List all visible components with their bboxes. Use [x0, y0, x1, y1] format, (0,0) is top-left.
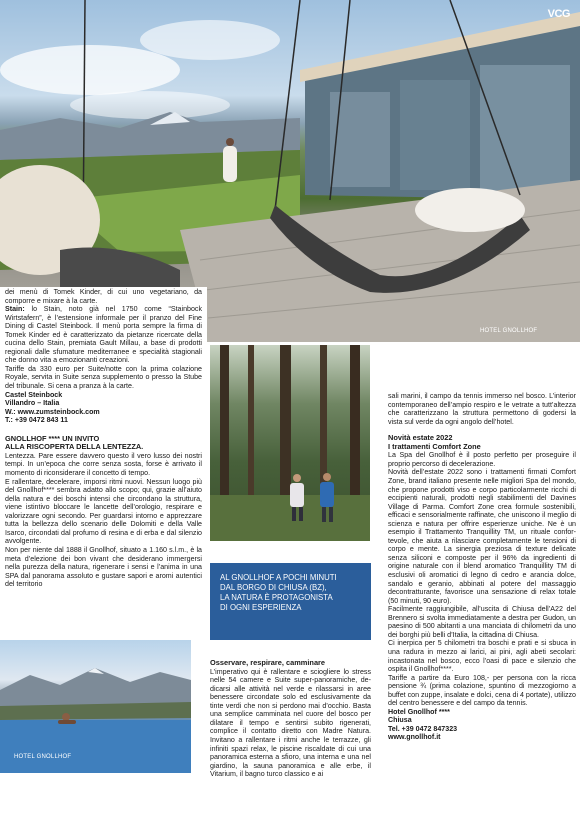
pull-quote-line: DAL BORGO DI CHIUSA (BZ),: [220, 583, 327, 592]
pool-photo: [0, 640, 191, 773]
info-tel: Tel. +39 0472 847323: [388, 724, 458, 733]
pull-quote-box: [210, 563, 371, 640]
forest-photo-illustration: [210, 345, 370, 541]
paragraph: Novità dell’estate 2022 sono i trattamenti firmati Comfort Zone, brand italiano presente nelle migliori Spa del mondo, che propone prodotti viso e corpo particolarmente ricchi di eccipienti naturali, prodotti negli stabilimenti del Davines Village di Parma. Comfort Zone crea formule sostenibili, efficaci e sensorialmente raffinate, che uniscono il meglio di scienza e natura per offrire esperienze uniche. Ne è un esempio il Trattamento Tranquillity TM, un rituale confortevole, che aiuta a rilasciare completamente le tensioni di corpo e mente. La sinergia preziosa di texture delicate senza siliconi e composte per il 96% da ingredienti di origine naturale con il blend aromatico Tranquillity TM di esclusivi oli aromatici di legno di cedro e arancia dolce, sandalo e geranio, abbinati al potere del massaggio decontratturante, favorisce una sensazione di relax totale (50 minuti, 90 euro).: [388, 468, 576, 605]
info-name: Hotel Gnollhof ****: [388, 707, 450, 716]
section-heading: Novità estate 2022: [388, 433, 453, 443]
right-column: [388, 392, 576, 742]
info-web: W.: www.zumsteinbock.com: [5, 407, 100, 416]
section-subheading: I trattamenti Comfort Zone: [388, 441, 481, 451]
section-heading: Osservare, respirare, camminare: [210, 658, 326, 667]
info-tel: T.: +39 0472 843 11: [5, 416, 68, 425]
paragraph: Non per niente dal 1888 il Gnollhof, situato a 1.160 s.l.m., è la meta d’elezione dei bon vivant che desiderano immergersi nella purezza della natura, rigenerare i sensi e l’anima in una SPA dal panorama assoluto e gustare sapori e aromi autentici del territorio: [5, 545, 202, 589]
paragraph: Facilmente raggiungibile, all’uscita di Chiusa dell’A22 del Brennero si svolta immediatamente a destra per Gudon, un paesino di 500 abitanti a una manciata di chilometri da uno dei borghi più belli d’Italia, la cittadina di Chiusa.: [388, 605, 576, 639]
left-column: [5, 288, 202, 589]
info-place: Villandro – Italia: [5, 399, 60, 408]
paragraph: La Spa del Gnollhof è il posto perfetto per proseguire il proprio percorso di decelerazione.: [388, 451, 576, 468]
paragraph: Tariffe da 330 euro per Suite/notte con la prima colazione Royale, servita in Suite senza supplemento o presso la Stube del tribunale. Si cena a pranza à la carte.: [5, 364, 202, 391]
paragraph: E rallentare, decelerare, imporsi ritmi nuovi. Nessun luogo più del Gnollhof**** sembra adatto allo scopo; qui, grazie all’aiuto della natura e dei boschi intensi che circondano la struttura, viene istintivo bloccare le lancette dell’orologio, respirare e valorizzare ogni secondo. Per guardarsi intorno e apprezzare tutta la bellezza dello scenario delle Dolomiti e della Valle Isarco, circondati dal profumo di resina e di erba e dal silenzio avvolgente.: [5, 477, 202, 546]
paragraph: Lentezza. Pare essere davvero questo il vero lusso dei nostri tempi. In un’epoca che corre senza sosta, forse è arrivato il momento di riconsiderare il concetto di tempo.: [5, 451, 202, 478]
paragraph: dei menù di Tomek Kinder, di cui uno vegetariano, da comporre e mixare à la carte.: [5, 288, 202, 305]
info-web: www.gnollhof.it: [388, 733, 441, 742]
middle-column: [210, 659, 371, 779]
paragraph: Ci inerpica per 5 chilometri tra boschi e prati e si sbuca in una radura in mezzo ai larici, ai pini, agli abeti secolari: incastonata nel bosco, ecco l’oasi di pace e silenzio che ospita il Gnollhof****.: [388, 639, 576, 674]
paragraph: sali marini, il campo da tennis immerso nel bosco. L’interior contemporaneo dell’ampio respiro e le vetrate a tutt’altezza che caratterizzano la struttura permettono di godersi la vista sul verde da ogni angolo dell’hotel.: [388, 392, 576, 426]
forest-photo: [210, 345, 370, 541]
info-name: Castel Steinbock: [5, 390, 63, 399]
pull-quote-line: DI OGNI ESPERIENZA: [220, 603, 302, 612]
photo-credit: HOTEL GNOLLHOF: [480, 328, 538, 334]
magazine-logo: VCG: [547, 8, 570, 20]
photo-credit: HOTEL GNOLLHOF: [14, 754, 72, 760]
paragraph: L’imperativo qui è rallentare e sciogliere lo stress nelle 54 camere e Suite super-panoramiche, dedicarsi alle attività nel verde e rilassarsi in aree benessere circondate solo ed esclusivamente da tinte verdi che non si perdono mai d’occhio. Basta una semplice camminata nel cuore del bosco per dilatare il tempo e sentirsi subito rigenerati, complice il contatto diretto con Madre Natura. Invitano a rallentare i ritmi anche le terrazze, gli infiniti spazi relax, le piscine riscaldate di cui una panoramica esterna a sfioro, una interna e una nel giardino, la sauna panoramica e alle erbe, il Vitarium, il bagno turco classico e ai: [210, 667, 371, 779]
info-place: Chiusa: [388, 716, 412, 725]
pull-quote-line: LA NATURA È PROTAGONISTA: [220, 593, 333, 602]
section-heading: GNOLLHOF **** UN INVITO: [5, 433, 100, 443]
paragraph: Tariffe a partire da Euro 108,- per persona con la ricca pensione ¾ (prima colazione, spuntino di mezzogiorno a buffet con zuppe, insalate e dolci, cena di 4 portate), utilizzo del centro benessere e del campo da tennis.: [388, 673, 576, 708]
section-heading: ALLA RISCOPERTA DELLA LENTEZZA.: [5, 442, 144, 452]
paragraph-text: lo Stain, noto già nel 1750 come “Stainbock Wirtstafern”, è l’estensione informale per il pranzo del Fine Dining di Castel Steinbock. Il menù porta sempre la firma di Tomek Kinder ed è caratterizzato da pietanze ricercate della cucina dello Stain, premiata Gault Millau, a base di prodotti regionali dalle sfumature mediterranee e specialità stagionali che donno vita a emozionanti creazioni.: [5, 305, 202, 365]
paragraph-lead: Stain:: [5, 305, 25, 314]
paragraph: [5, 305, 202, 365]
pull-quote-line: AL GNOLLHOF A POCHI MINUTI: [220, 573, 337, 582]
